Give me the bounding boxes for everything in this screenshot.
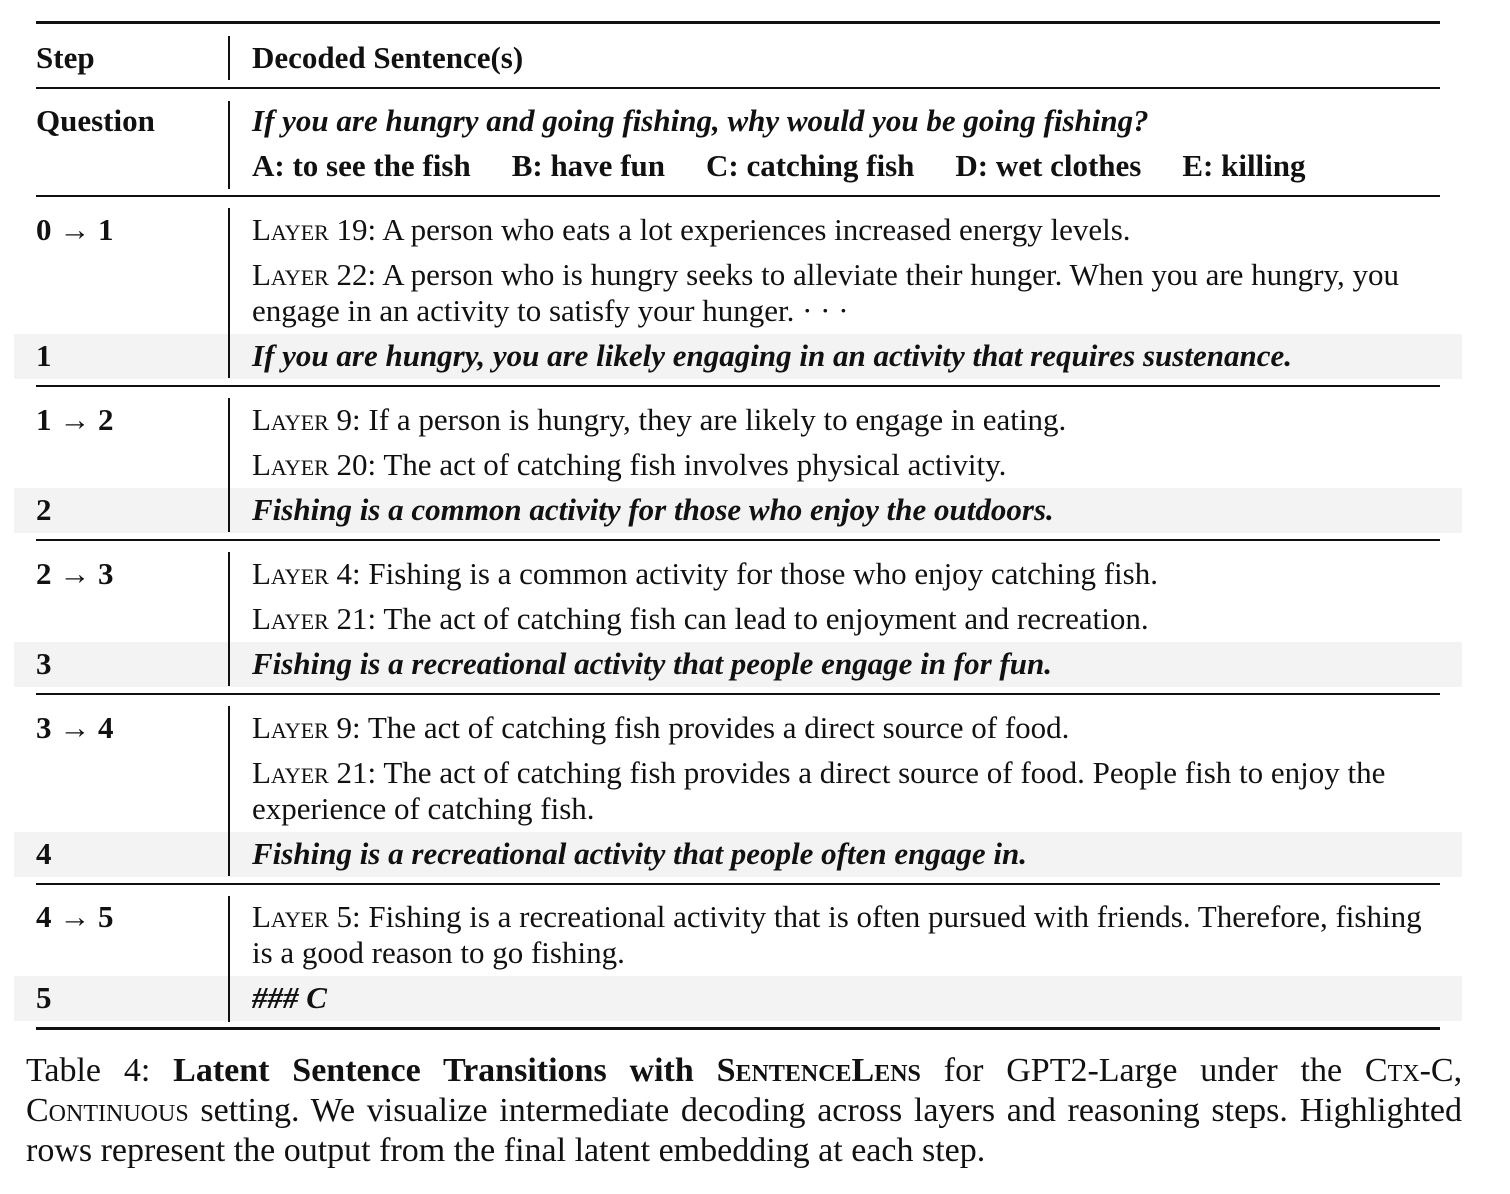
layer-row bbox=[252, 447, 1447, 483]
group-rule-1 bbox=[36, 385, 1440, 387]
layer-row bbox=[252, 402, 1447, 438]
result-step: 1 bbox=[36, 338, 52, 373]
result-text: ### C bbox=[252, 980, 327, 1015]
question-label: Question bbox=[36, 103, 155, 138]
question-rule bbox=[36, 195, 1440, 197]
layer-row bbox=[252, 899, 1447, 971]
bottom-rule bbox=[36, 1027, 1440, 1030]
layer-text: Fishing is a recreational activity that is often pursued with friends. Therefore, fishing is a good reason to go fishing. bbox=[252, 899, 1422, 970]
layer-label: Layer 9: bbox=[252, 402, 361, 437]
option-d: D: wet clothes bbox=[955, 148, 1142, 183]
column-divider bbox=[228, 398, 230, 532]
caption-separator: , bbox=[1453, 1052, 1463, 1089]
group-rule-3 bbox=[36, 693, 1440, 695]
column-divider bbox=[228, 706, 230, 876]
result-text: If you are hungry, you are likely engaging in an activity that requires sustenance. bbox=[252, 338, 1292, 373]
layer-row bbox=[252, 755, 1447, 827]
caption-part2: setting. We visualize intermediate decoding across layers and reasoning steps. Highlighted rows represent the output from the final latent embedding at each step. bbox=[26, 1092, 1463, 1169]
layer-text: The act of catching fish can lead to enjoyment and recreation. bbox=[383, 601, 1149, 636]
layer-text: A person who eats a lot experiences increased energy levels. bbox=[382, 212, 1131, 247]
layer-label: Layer 5: bbox=[252, 899, 361, 934]
caption-setting-1: Ctx-C bbox=[1364, 1052, 1454, 1089]
layer-label: Layer 21: bbox=[252, 755, 377, 790]
layer-row bbox=[252, 257, 1447, 329]
layer-row bbox=[252, 212, 1447, 248]
caption-prefix: Table 4: bbox=[26, 1052, 151, 1089]
result-text: Fishing is a common activity for those who enjoy the outdoors. bbox=[252, 492, 1054, 527]
layer-label: Layer 19: bbox=[252, 212, 377, 247]
layer-text: A person who is hungry seeks to alleviate their hunger. When you are hungry, you engage in an activity to satisfy your hunger. · · · bbox=[252, 257, 1399, 328]
layer-label: Layer 22: bbox=[252, 257, 377, 292]
column-divider bbox=[228, 101, 230, 189]
layer-label: Layer 21: bbox=[252, 601, 377, 636]
transition-step: 4 → 5 bbox=[36, 899, 114, 934]
option-b: B: have fun bbox=[511, 148, 665, 183]
group-rule-4 bbox=[36, 883, 1440, 885]
caption-method-name: SentenceLens bbox=[716, 1052, 921, 1089]
caption-part1: for GPT2-Large under the bbox=[943, 1052, 1343, 1089]
layer-text: The act of catching fish provides a direct source of food. People fish to enjoy the experience of catching fish. bbox=[252, 755, 1386, 826]
option-e: E: killing bbox=[1182, 148, 1306, 183]
table-caption bbox=[26, 1051, 1462, 1171]
result-text: Fishing is a recreational activity that people engage in for fun. bbox=[252, 646, 1052, 681]
answer-options bbox=[252, 148, 1447, 184]
group-rule-2 bbox=[36, 539, 1440, 541]
layer-label: Layer 20: bbox=[252, 447, 377, 482]
option-c: C: catching fish bbox=[706, 148, 915, 183]
layer-label: Layer 4: bbox=[252, 556, 361, 591]
layer-text: The act of catching fish involves physical activity. bbox=[383, 447, 1007, 482]
top-rule bbox=[36, 21, 1440, 24]
column-divider bbox=[228, 552, 230, 686]
transition-step: 1 → 2 bbox=[36, 402, 114, 437]
layer-text: Fishing is a common activity for those who enjoy catching fish. bbox=[368, 556, 1158, 591]
question-text: If you are hungry and going fishing, why would you be going fishing? bbox=[252, 103, 1149, 138]
caption-title: Latent Sentence Transitions with SentenceLens bbox=[173, 1052, 921, 1089]
layer-row bbox=[252, 556, 1447, 592]
layer-text: If a person is hungry, they are likely to engage in eating. bbox=[368, 402, 1067, 437]
result-step: 3 bbox=[36, 646, 52, 681]
caption-setting-2: Continuous bbox=[26, 1092, 189, 1129]
column-divider bbox=[228, 208, 230, 378]
layer-row bbox=[252, 601, 1447, 637]
column-divider bbox=[228, 896, 230, 1022]
result-text: Fishing is a recreational activity that people often engage in. bbox=[252, 836, 1027, 871]
header-rule bbox=[36, 87, 1440, 89]
layer-label: Layer 9: bbox=[252, 710, 361, 745]
layer-row bbox=[252, 710, 1447, 746]
layer-text: The act of catching fish provides a direct source of food. bbox=[367, 710, 1070, 745]
transition-step: 0 → 1 bbox=[36, 212, 114, 247]
header-step: Step bbox=[36, 40, 95, 75]
option-a: A: to see the fish bbox=[252, 148, 471, 183]
header-decoded: Decoded Sentence(s) bbox=[252, 40, 524, 75]
column-divider bbox=[228, 36, 230, 80]
result-step: 4 bbox=[36, 836, 52, 871]
transition-step: 3 → 4 bbox=[36, 710, 114, 745]
transition-step: 2 → 3 bbox=[36, 556, 114, 591]
result-step: 5 bbox=[36, 980, 52, 1015]
result-step: 2 bbox=[36, 492, 52, 527]
